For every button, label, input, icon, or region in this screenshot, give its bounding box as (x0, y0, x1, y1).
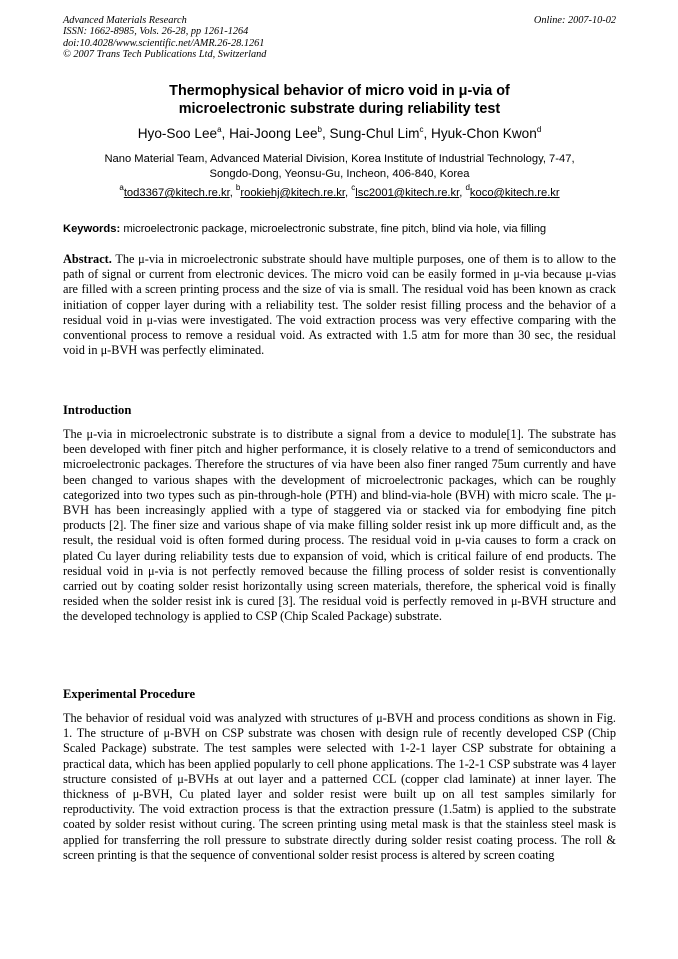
author-affil-mark: a (217, 125, 222, 134)
affiliation (63, 152, 616, 182)
abstract-label: Abstract. (63, 252, 112, 266)
section-heading-introduction: Introduction (63, 403, 132, 417)
email-link[interactable]: rookiehj@kitech.re.kr (240, 187, 346, 199)
author-name: Sung-Chul Lim (329, 126, 420, 141)
author-name: Hyo-Soo Lee (137, 126, 218, 141)
keywords (63, 222, 616, 237)
author-list: Hyo-Soo Lee$^a$, Hai-Joong Lee$^b$, Sung-Chul Lim$^c$, Hyuk-Chon Kwon$^d$ (137, 125, 542, 141)
title-line-1: Thermophysical behavior of micro void in μ-via of (169, 83, 510, 99)
email-mark: b (235, 183, 241, 192)
keywords-label: Keywords: (63, 223, 121, 235)
affiliation-line-2: Songdo-Dong, Yeonsu-Gu, Incheon, 406-840, Korea (209, 168, 470, 180)
author-affil-mark: d (536, 125, 542, 134)
affiliation-line-1: Nano Material Team, Advanced Material Division, Korea Institute of Industrial Technology, 7-47, (104, 153, 575, 165)
journal-name: Advanced Materials Research (63, 15, 187, 26)
title-line-2: microelectronic substrate during reliability test (178, 101, 501, 117)
author-affil-mark: c (419, 125, 424, 134)
experimental-text: The behavior of residual void was analyzed with structures of μ-BVH and process conditions as shown in Fig. 1. The structure of μ-BVH on CSP substrate was chosen with design rule of recently developed CSP (Chip Scaled Package) substrate. The test samples were selected with 1-2-1 layer CSP substrate for obtaining a practical data, which has been applied popularly to cell phone applications. The 1-2-1 CSP substrate was 4 layer structure consisted of μ-BVHs at out layer and a patterned CCL (copper clad laminate) at inner layer. The thickness of μ-BVH, Cu plated layer and solder resist were built up on all test samples similarly for reproductivity. The void extraction process is that the extraction pressure (1.5atm) is applied to the substrate coated by solder resist without curing. The screen printing using metal mask is that the stainless steel mask is applied for transferring the roll pressure to substrate directly during solder resist coating process. The roll & screen printing is that the sequence of conventional solder resist process is altered by screen coating (63, 711, 616, 862)
email-link[interactable]: lsc2001@kitech.re.kr (355, 187, 460, 199)
copyright-line: © 2007 Trans Tech Publications Ltd, Switzerland (63, 48, 267, 60)
section-heading-experimental: Experimental Procedure (63, 687, 196, 701)
author-name: Hai-Joong Lee (229, 126, 318, 141)
paper-title (63, 82, 616, 118)
abstract (63, 252, 616, 358)
author-name: Hyuk-Chon Kwon (431, 126, 537, 141)
email-link[interactable]: koco@kitech.re.kr (469, 187, 560, 199)
online-date: Online: 2007-10-02 (533, 15, 616, 26)
keywords-text: microelectronic package, microelectronic substrate, fine pitch, blind via hole, via filling (123, 223, 547, 235)
email-mark: d (465, 183, 470, 192)
issn-line: ISSN: 1662-8985, Vols. 26-28, pp 1261-1264 (63, 26, 249, 38)
email-link[interactable]: tod3367@kitech.re.kr (123, 187, 230, 199)
journal-header (63, 15, 616, 60)
email-list: $^a$tod3367@kitech.re.kr, $^b$rookiehj@kitech.re.kr, $^c$lsc2001@kitech.re.kr, $^d$koco@kitech.re.kr (119, 183, 560, 199)
email-mark: c (351, 183, 356, 192)
introduction-text: The μ-via in microelectronic substrate is to distribute a signal from a device to module[1]. The substrate has been developed with finer pitch and higher performance, it is closely relative to a trend of semiconductors and microelectronic packages. Therefore the structures of via have been also finer ranged 75um currently and have been changed to various shapes with the development of microelectronic packages, which can be roughly categorized into two types such as pin-through-hole (PTH) and blind-via-hole (BVH) with micro scale. The μ-BVH has been increasingly applied with a type of staggered via or stacked via for embodying fine pitch products [2]. The finer size and various shape of via make filling solder resist ink up more difficult and, as the result, the residual void is often formed during process. The residual void in μ-via causes to form a crack on plated Cu layer during reliability tests due to expansion of void, which is critical failure of end products. The residual void in μ-via is not perfectly removed because the filling process of solder resist is conventionally carried out by coating solder resist horizontally using screen materials, therefore, the spherical void is finally resided when the solder resist ink is cured [3]. The residual void is perfectly removed in μ-BVH structure and the developed technology is applied to CSP (Chip Scaled Package) substrate. (63, 427, 616, 624)
email-mark: a (119, 183, 124, 192)
author-affil-mark: b (317, 125, 322, 134)
doi-line: doi:10.4028/www.scientific.net/AMR.26-28.1261 (63, 37, 265, 49)
abstract-text: The μ-via in microelectronic substrate should have multiple purposes, one of them is to allow to the path of signal or current from electronic devices. The micro void can be easily formed in μ-via because μ-vias are filled with a screen printing process and the size of via is small. The residual void has been known as crack initiation of copper layer during with a reliability test. The solder resist filling process and the behavior of a residual void in μ-vias were investigated. The void extraction process was very effective comparing with the conventional process to remove a residual void. As extracted with 1.5 atm for more than 30 sec, the residual void in μ-BVH was perfectly eliminated. (63, 252, 616, 358)
